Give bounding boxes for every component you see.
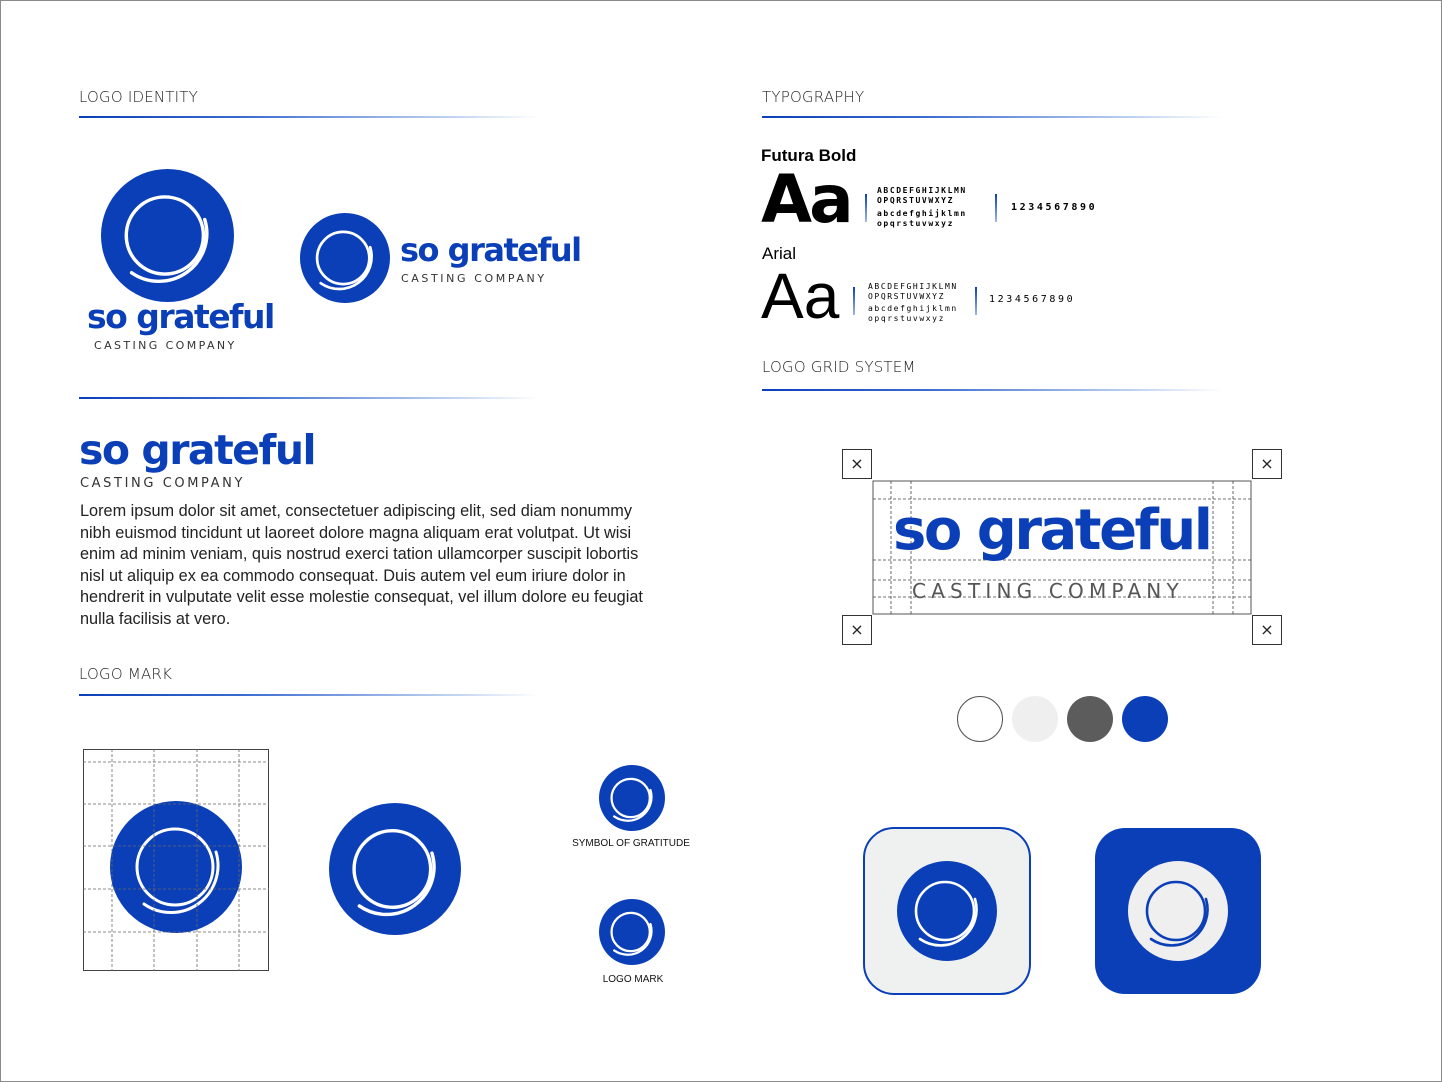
logo-mark-icon bbox=[599, 765, 665, 831]
divider-bar bbox=[975, 287, 977, 315]
section-title-typography: TYPOGRAPHY bbox=[762, 88, 865, 106]
brand-tagline: CASTING COMPANY bbox=[80, 476, 246, 491]
caption-symbol-of-gratitude: SYMBOL OF GRATITUDE bbox=[572, 838, 690, 849]
close-icon: × bbox=[842, 615, 872, 645]
font-glyphs-secondary-lower2: opqrstuvwxyz bbox=[868, 314, 945, 323]
font-glyphs-secondary-upper2: OPQRSTUVWXYZ bbox=[868, 292, 945, 301]
divider-bar bbox=[995, 194, 997, 222]
font-glyphs-primary-upper1: ABCDEFGHIJKLMN bbox=[877, 186, 967, 195]
section-rule bbox=[762, 389, 1222, 391]
brand-tagline: CASTING COMPANY bbox=[401, 272, 547, 285]
close-icon: × bbox=[1252, 449, 1282, 479]
logo-mark-grid bbox=[83, 749, 269, 971]
font-glyphs-primary-lower1: abcdefghijklmn bbox=[877, 209, 967, 218]
font-glyphs-secondary-lower1: abcdefghijklmn bbox=[868, 304, 958, 313]
logo-mark-icon bbox=[329, 803, 461, 935]
font-sample-secondary: Aa bbox=[761, 260, 840, 332]
section-rule bbox=[79, 397, 539, 399]
section-rule bbox=[79, 694, 539, 696]
brand-wordmark: so grateful bbox=[400, 231, 581, 269]
brand-wordmark-large: so grateful bbox=[79, 426, 316, 474]
logo-mark-icon bbox=[300, 213, 390, 303]
color-swatch bbox=[1067, 696, 1113, 742]
divider-bar bbox=[853, 287, 855, 315]
brand-tagline: CASTING COMPANY bbox=[94, 339, 237, 352]
brand-wordmark-grid: so grateful bbox=[893, 498, 1211, 563]
logo-mark-icon bbox=[101, 169, 234, 302]
brand-tagline-grid: CASTING COMPANY bbox=[912, 579, 1184, 603]
font-glyphs-primary-lower2: opqrstuvwxyz bbox=[877, 219, 954, 228]
font-glyphs-primary-upper2: OPQRSTUVWXYZ bbox=[877, 196, 954, 205]
divider-bar bbox=[865, 194, 867, 222]
brand-wordmark: so grateful bbox=[87, 297, 274, 336]
font-sample-primary: Aa bbox=[761, 161, 851, 238]
font-digits-secondary: 1234567890 bbox=[989, 294, 1076, 305]
section-title-logo-identity: LOGO IDENTITY bbox=[79, 88, 199, 106]
font-digits-primary: 1234567890 bbox=[1011, 202, 1098, 213]
brand-description: Lorem ipsum dolor sit amet, consectetuer adipiscing elit, sed diam nonummy nibh euismod tincidunt ut laoreet dolore magna aliquam erat volutpat. Ut wisi enim ad minim veniam, quis nostrud exerci tation ullamcorper suscipit lobortis nisl ut aliquip ex ea commodo consequat. Duis autem vel eum iriure dolor in hendrerit in vulputate velit esse molestie consequat, vel illum dolore eu feugiat nulla facilisis at vero. bbox=[80, 502, 643, 628]
color-swatch bbox=[1012, 696, 1058, 742]
color-swatch bbox=[1122, 696, 1168, 742]
font-name-primary: Futura Bold bbox=[761, 146, 857, 165]
font-name-secondary: Arial bbox=[762, 244, 797, 263]
caption-logo-mark: LOGO MARK bbox=[602, 974, 664, 985]
close-icon: × bbox=[1252, 615, 1282, 645]
app-icon-blue bbox=[1095, 828, 1261, 994]
section-title-logo-mark: LOGO MARK bbox=[79, 665, 173, 683]
section-rule bbox=[762, 116, 1222, 118]
font-glyphs-secondary-upper1: ABCDEFGHIJKLMN bbox=[868, 282, 958, 291]
section-rule bbox=[79, 116, 539, 118]
section-title-logo-grid-system: LOGO GRID SYSTEM bbox=[762, 358, 916, 376]
logo-mark-icon bbox=[599, 899, 665, 965]
app-icon-light bbox=[863, 827, 1033, 997]
close-icon: × bbox=[842, 449, 872, 479]
color-swatch bbox=[957, 696, 1003, 742]
